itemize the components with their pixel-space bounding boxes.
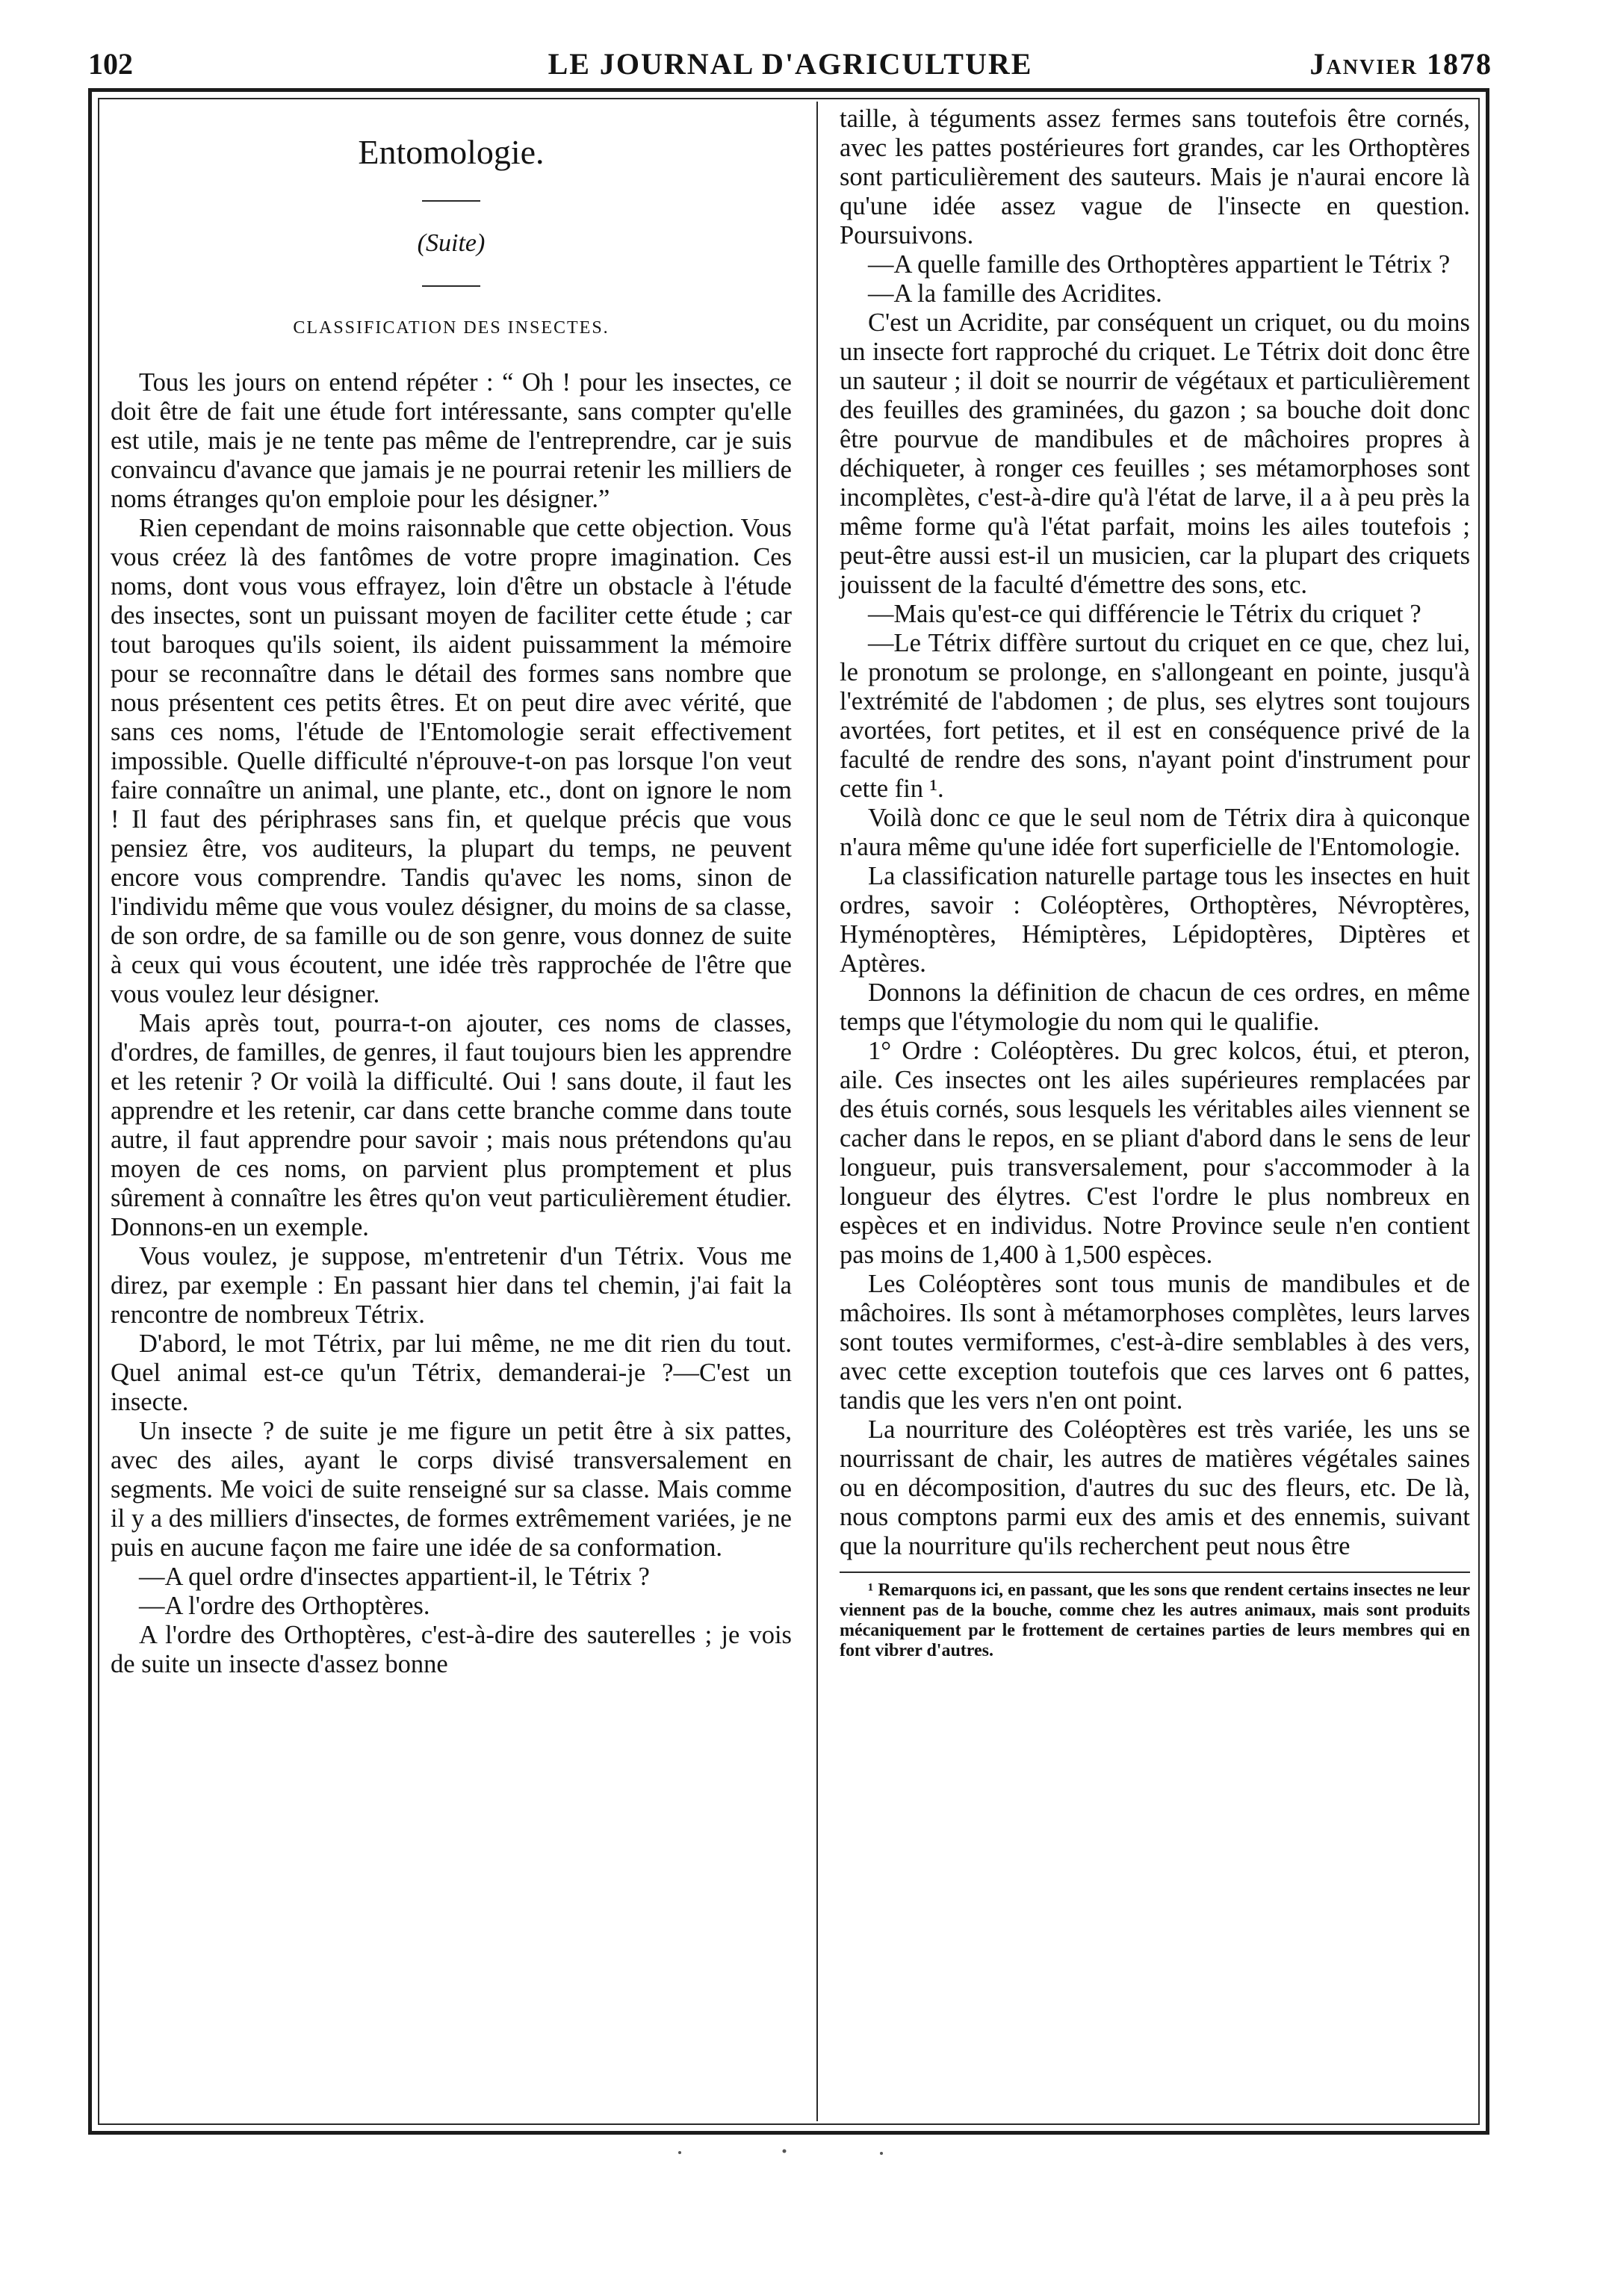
paragraph: Mais après tout, pourra-t-on ajouter, ces noms de classes, d'ordres, de familles, de genres, il faut toujours bien les apprendre et les retenir ? Or voilà la difficulté. Oui ! sans doute, il faut les apprendre et les retenir, car dans cette branche comme dans toute autre, il faut apprendre pour savoir ; mais nous prétendons qu'au moyen de ces noms, on parvient plus promptement et plus sûrement à connaître les êtres qu'on veut particulièrement étudier. Donnons-en un exemple. [111, 1009, 792, 1241]
footnote-rule [840, 1571, 1470, 1573]
column-divider [816, 102, 818, 2121]
article-title: Entomologie. [358, 133, 545, 171]
right-column [840, 105, 1470, 1661]
paragraph: A l'ordre des Orthoptères, c'est-à-dire des sauterelles ; je vois de suite un insecte d'assez bonne [111, 1621, 792, 1678]
paragraph: Vous voulez, je suppose, m'entretenir d'un Tétrix. Vous me direz, par exemple : En passant hier dans tel chemin, j'ai fait la rencontre de nombreux Tétrix. [111, 1242, 792, 1329]
paragraph: taille, à téguments assez fermes sans toutefois être cornés, avec les pattes postérieures fort grandes, car les Orthoptères sont particulièrement des sauteurs. Mais je n'aurai encore là qu'une idée assez vague de l'insecte en question. Poursuivons. [840, 105, 1470, 249]
print-specks [672, 2145, 896, 2160]
running-head [88, 46, 1492, 84]
paragraph: Voilà donc ce que le seul nom de Tétrix dira à quiconque n'aura même qu'une idée fort superficielle de l'Entomologie. [840, 804, 1470, 861]
footnote: ¹ Remarquons ici, en passant, que les sons que rendent certains insectes ne leur viennent pas de la bouche, comme chez les autres animaux, mais sont produits mécaniquement par le frottement de certaines parties de leurs membres qui en font vibrer d'autres. [840, 1580, 1470, 1660]
paragraph: La nourriture des Coléoptères est très variée, les uns se nourrissant de chair, les autres de matières végétales saines ou en décomposition, d'autres du suc des fleurs, etc. De là, nous comptons parmi eux des amis et des ennemis, suivant que la nourriture qu'ils recherchent peut nous être [840, 1415, 1470, 1560]
paragraph: —A la famille des Acridites. [868, 279, 1162, 308]
issue-date: Janvier 1878 [1309, 47, 1492, 81]
paragraph: 1° Ordre : Coléoptères. Du grec kolcos, étui, et pteron, aile. Ces insectes ont les ailes supérieures remplacées par des étuis cornés, sous lesquels les véritables ailes viennent se cacher dans le repos, en se pliant d'abord dans le sens de leur longueur, puis transversalement, pour s'accommoder à la longueur des élytres. C'est l'ordre le plus nombreux en espèces et en individus. Notre Province seule n'en contient pas moins de 1,400 à 1,500 espèces. [840, 1037, 1470, 1269]
title-rule [422, 200, 480, 202]
continued-label: (Suite) [417, 229, 486, 257]
paragraph: Un insecte ? de suite je me figure un petit être à six pattes, avec des ailes, ayant le corps divisé transversalement en segments. Me voici de suite renseigné sur sa classe. Mais comme il y a des milliers d'insectes, de formes extrêmement variées, je ne puis en aucune façon me faire une idée de sa conformation. [111, 1417, 792, 1562]
article-subtitle: CLASSIFICATION DES INSECTES. [293, 318, 610, 338]
paragraph: —A quelle famille des Orthoptères appartient le Tétrix ? [868, 250, 1451, 279]
paragraph: C'est un Acridite, par conséquent un criquet, ou du moins un insecte fort rapproché du criquet. Le Tétrix doit donc être un sauteur ; il doit se nourrir de végétaux et particulièrement des feuilles des graminées, du gazon ; sa bouche doit donc être pourvue de mandibules et de mâchoires propres à déchiqueter, à ronger ces feuilles ; ses métamorphoses sont incomplètes, c'est-à-dire qu'à l'état de larve, il a à peu près la même forme qu'à l'état parfait, moins les ailes toutefois ; peut-être aussi est-il un musicien, car la plupart des criquets jouissent de la faculté d'émettre des sons, etc. [840, 308, 1470, 599]
paragraph: —Mais qu'est-ce qui différencie le Tétrix du criquet ? [868, 600, 1421, 628]
paragraph: Rien cependant de moins raisonnable que cette objection. Vous vous créez là des fantômes de votre propre imagination. Ces noms, dont vous vous effrayez, loin d'être un obstacle à l'étude des insectes, sont un puissant moyen de faciliter cette étude ; car tout baroques qu'ils soient, ils aident puissamment la mémoire pour se reconnaître dans le détail des formes sans nombre que nous présentent ces petits êtres. Et on peut dire avec vérité, que sans ces noms, l'étude de l'Entomologie serait effectivement impossible. Quelle difficulté n'éprouve-t-on pas lorsque l'on veut faire connaître un animal, une plante, etc., dont on ignore le nom ! Il faut des périphrases sans fin, et quelque précis que vous pensiez être, vos auditeurs, la plupart du temps, ne peuvent encore vous comprendre. Tandis qu'avec les noms, sinon de l'individu même que vous voulez désigner, du moins de sa classe, de son ordre, de sa famille ou de son genre, vous donnez de suite à ceux qui vous écoutent, une idée très rapprochée de l'être que vous voulez leur désigner. [111, 514, 792, 1008]
paragraph: —Le Tétrix diffère surtout du criquet en ce que, chez lui, le pronotum se prolonge, en s'allongeant en pointe, jusqu'à l'extrémité de l'abdomen ; de plus, ses elytres sont toujours avortées, fort petites, et il est en conséquence privé de la faculté de rendre des sons, n'ayant point d'instrument pour cette fin ¹. [840, 629, 1470, 803]
suite-rule [422, 285, 480, 287]
paragraph: —A l'ordre des Orthoptères. [139, 1592, 430, 1620]
paragraph: Donnons la définition de chacun de ces ordres, en même temps que l'étymologie du nom qui le qualifie. [840, 978, 1470, 1036]
paragraph: Tous les jours on entend répéter : “ Oh ! pour les insectes, ce doit être de fait une étude fort intéressante, sans compter qu'elle est utile, mais je ne tente pas même de l'entreprendre, car je suis convaincu d'avance que jamais je ne pourrai retenir les milliers de noms étranges qu'on emploie pour les désigner.” [111, 368, 792, 513]
paragraph: La classification naturelle partage tous les insectes en huit ordres, savoir : Coléoptères, Orthoptères, Névroptères, Hyménoptères, Hémiptères, Lépidoptères, Diptères et Aptères. [840, 862, 1470, 978]
journal-title: LE JOURNAL D'AGRICULTURE [548, 47, 1033, 81]
paragraph: —A quel ordre d'insectes appartient-il, le Tétrix ? [139, 1563, 650, 1591]
paragraph: D'abord, le mot Tétrix, par lui même, ne me dit rien du tout. Quel animal est-ce qu'un Tétrix, demanderai-je ?—C'est un insecte. [111, 1329, 792, 1416]
page-number: 102 [88, 47, 133, 81]
left-column [111, 105, 792, 1679]
paragraph: Les Coléoptères sont tous munis de mandibules et de mâchoires. Ils sont à métamorphoses complètes, leurs larves sont toutes vermiformes, c'est-à-dire semblables à des vers, avec cette exception toutefois que ces larves ont 6 pattes, tandis que les vers n'en ont point. [840, 1270, 1470, 1415]
